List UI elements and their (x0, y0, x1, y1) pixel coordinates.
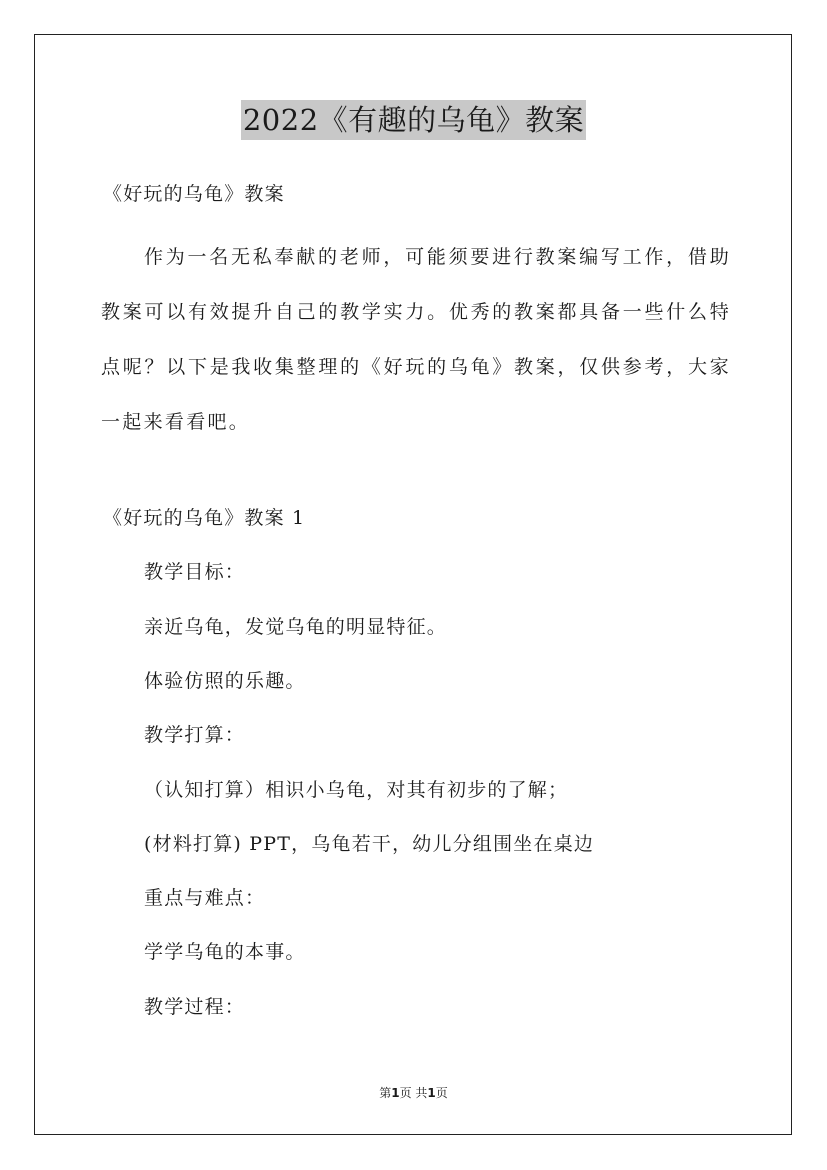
body-line: 体验仿照的乐趣。 (144, 670, 306, 692)
footer-page-suffix: 页 (435, 1086, 448, 1100)
document-title: 2022《有趣的乌龟》教案 (241, 100, 586, 140)
body-line: 学学乌龟的本事。 (144, 941, 306, 963)
body-line: 亲近乌龟，发觉乌龟的明显特征。 (144, 616, 448, 638)
body-line: 重点与难点： (144, 887, 266, 909)
body-line: 教学目标： (144, 561, 246, 583)
body-line: (材料打算) PPT，乌龟若干，幼儿分组围坐在桌边 (144, 833, 595, 855)
body-line: （认知打算）相识小乌龟，对其有初步的了解； (144, 779, 569, 801)
section-heading: 《好玩的乌龟》教案 1 (103, 507, 306, 529)
body-line: 教学过程： (144, 996, 246, 1018)
footer-page-mid: 页 共 (399, 1086, 428, 1100)
intro-paragraph: 作为一名无私奉献的老师，可能须要进行教案编写工作，借助教案可以有效提升自己的教学实力。优秀的教案都具备一些什么特点呢？以下是我收集整理的《好玩的乌龟》教案，仅供参考，大家一起来看看吧。 (101, 246, 731, 433)
footer-page-current: 1 (391, 1086, 400, 1100)
page-footer (0, 1084, 827, 1101)
body-line: 教学打算： (144, 724, 246, 746)
document-subtitle: 《好玩的乌龟》教案 (103, 183, 285, 205)
footer-page-total: 1 (427, 1086, 436, 1100)
footer-page-prefix: 第 (379, 1086, 392, 1100)
title-container (0, 100, 827, 140)
